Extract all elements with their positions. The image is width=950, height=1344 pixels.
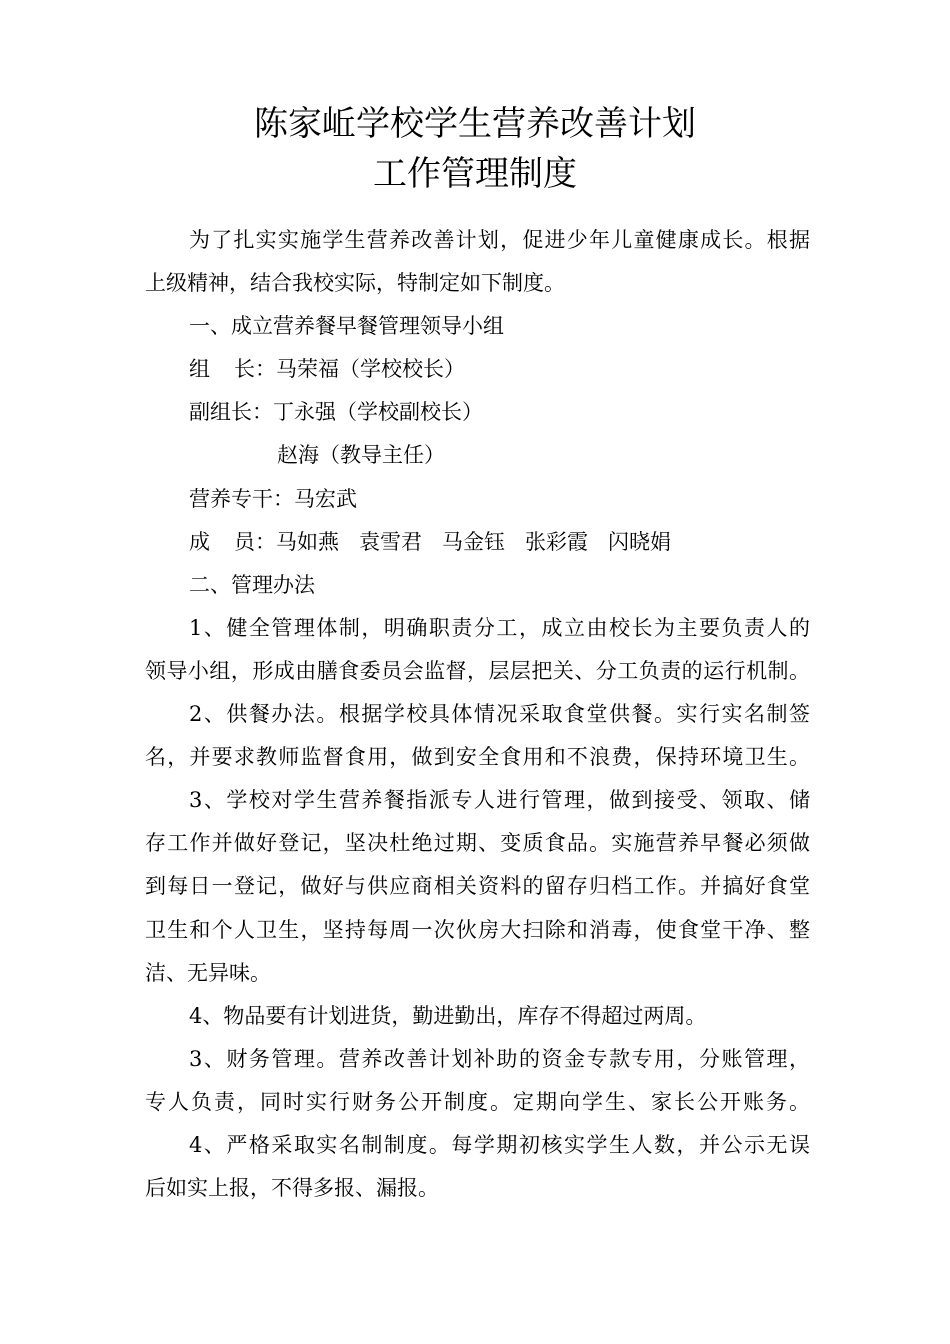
paragraph-line: 领导小组，形成由膳食委员会监督，层层把关、分工负责的运行机制。: [145, 658, 810, 683]
member-name: 袁雪君: [359, 529, 422, 554]
paragraph-line: 2、供餐办法。根据学校具体情况采取食堂供餐。实行实名制签: [189, 702, 810, 727]
deputy-value-2: 赵海（教导主任）: [277, 443, 445, 468]
deputy-label: 副组长：: [189, 400, 273, 425]
paragraph-line: 洁、无异味。: [145, 960, 271, 985]
document-title-line1: 陈家岴学校学生营养改善计划: [254, 104, 696, 144]
members-label-b: 员：: [234, 529, 276, 554]
paragraph-line: 3、学校对学生营养餐指派专人进行管理，做到接受、领取、储: [189, 788, 810, 813]
deputy-row-2: [145, 434, 810, 477]
members-row: [145, 521, 810, 564]
paragraph-line: 1、健全管理体制，明确职责分工，成立由校长为主要负责人的: [189, 615, 810, 640]
document-title-line2: 工作管理制度: [373, 154, 577, 194]
intro-line-1: 为了扎实实施学生营养改善计划，促进少年儿童健康成长。根据: [189, 228, 810, 252]
section2-heading: 二、管理办法: [189, 572, 315, 597]
paragraph-line: 名，并要求教师监督食用，做到安全食用和不浪费，保持环境卫生。: [145, 745, 810, 770]
member-name: 马金钰: [442, 529, 505, 554]
deputy-row: [145, 391, 810, 434]
specialist-value: 马宏武: [294, 486, 357, 511]
paragraph-line: 到每日一登记，做好与供应商相关资料的留存归档工作。并搞好食堂: [145, 874, 810, 899]
paragraph-line: 卫生和个人卫生，坚持每周一次伙房大扫除和消毒，使食堂干净、整: [145, 917, 810, 942]
section1-heading: 一、成立营养餐早餐管理领导小组: [189, 314, 504, 339]
paragraph-line: 3、财务管理。营养改善计划补助的资金专款专用，分账管理，: [189, 1046, 810, 1071]
paragraph-line: 4、物品要有计划进货，勤进勤出，库存不得超过两周。: [189, 1003, 707, 1028]
leader-label-a: 组: [189, 357, 210, 382]
leader-row: [145, 348, 810, 391]
paragraph-line: 专人负责，同时实行财务公开制度。定期向学生、家长公开账务。: [145, 1089, 810, 1114]
paragraph-line: 存工作并做好登记，坚决杜绝过期、变质食品。实施营养早餐必须做: [145, 831, 810, 856]
document-body: [145, 219, 810, 1210]
member-name: 闪晓娟: [608, 529, 671, 554]
intro-line-2: 上级精神，结合我校实际，特制定如下制度。: [145, 271, 565, 296]
specialist-row: [145, 478, 810, 521]
deputy-value-1: 丁永强（学校副校长）: [273, 400, 483, 425]
paragraph-line: 后如实上报，不得多报、漏报。: [145, 1176, 439, 1201]
member-name: 马如燕: [276, 529, 339, 554]
paragraph-line: 4、严格采取实名制制度。每学期初核实学生人数，并公示无误: [189, 1132, 810, 1157]
member-name: 张彩霞: [525, 529, 588, 554]
leader-label-b: 长：: [234, 357, 276, 382]
leader-value: 马荣福（学校校长）: [276, 357, 465, 382]
specialist-label: 营养专干：: [189, 486, 294, 511]
members-label-a: 成: [189, 529, 210, 554]
